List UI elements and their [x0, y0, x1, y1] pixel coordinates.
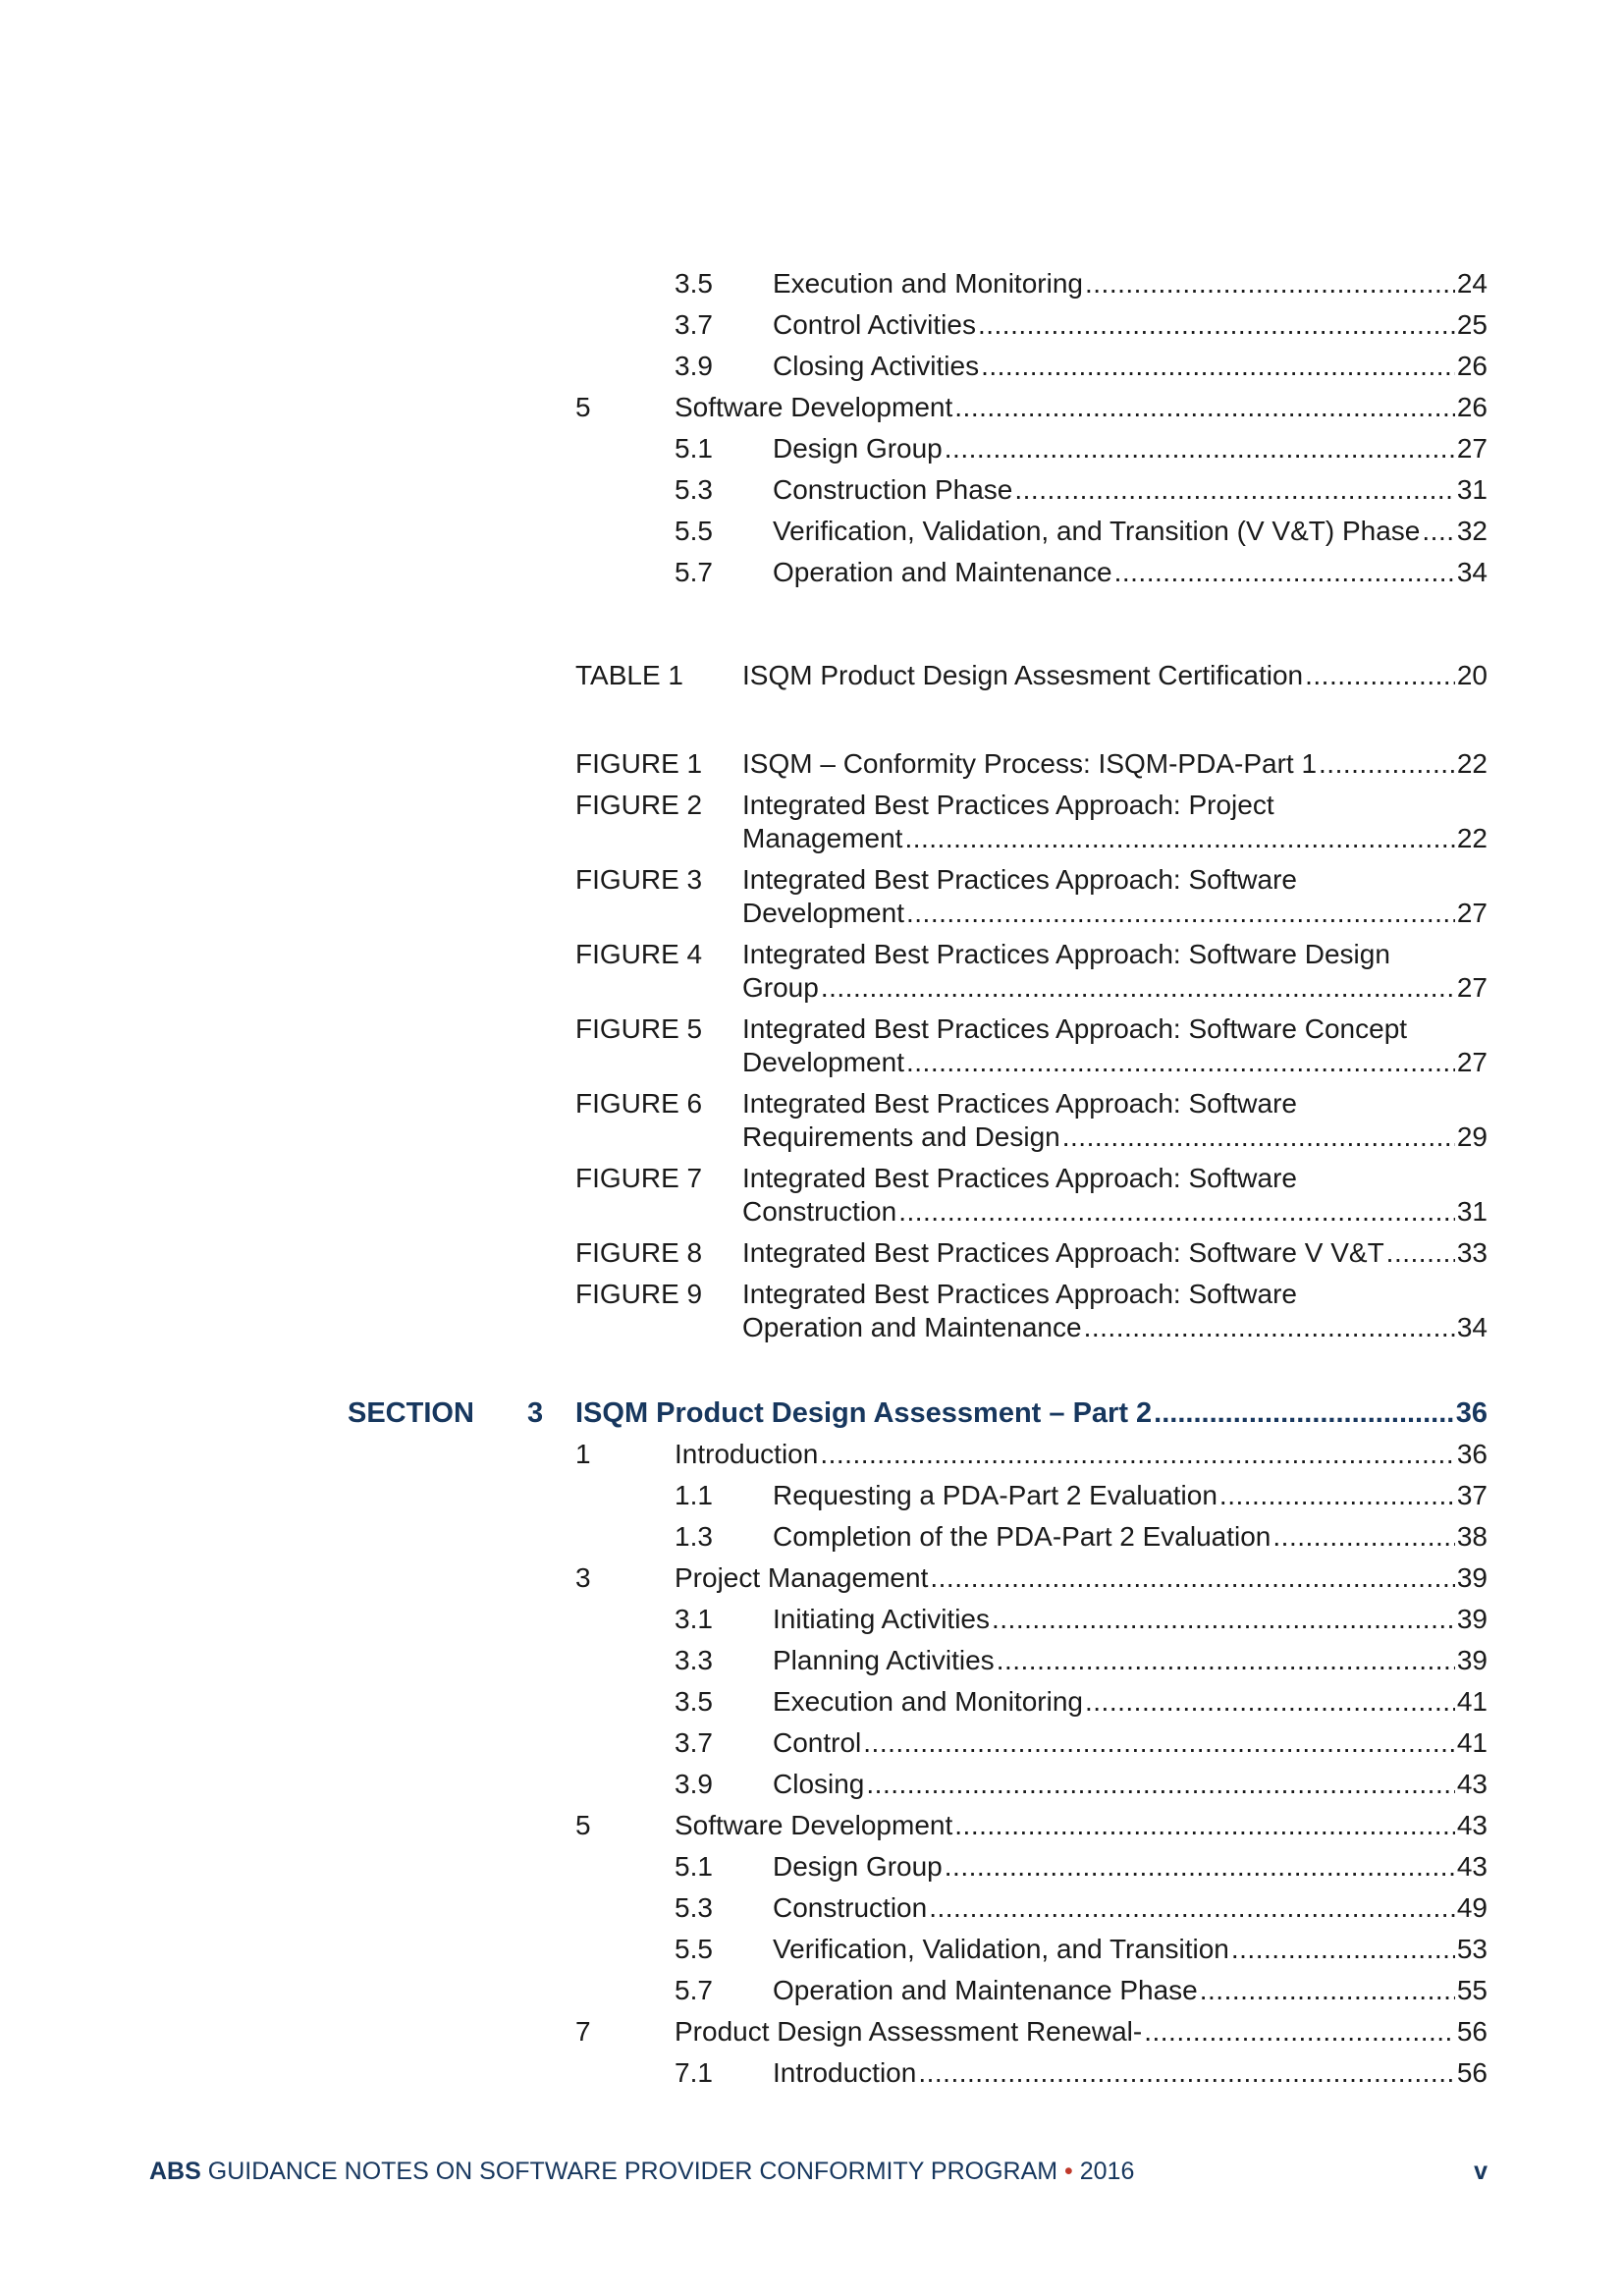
- dot-leader: [898, 1195, 1455, 1229]
- toc-entry-title: Execution and Monitoring: [773, 268, 1083, 299]
- dot-leader: [1305, 659, 1455, 692]
- footer-bullet: •: [1064, 2158, 1073, 2185]
- toc-entry-page: 20: [1456, 660, 1488, 690]
- dot-leader: [929, 1891, 1455, 1925]
- page-footer: [149, 2157, 1488, 2186]
- section-label: SECTION: [348, 1397, 474, 1429]
- toc-entry-title: Control: [773, 1727, 862, 1758]
- toc-entry-title: Operation and Maintenance: [773, 557, 1112, 587]
- dot-leader: [981, 350, 1455, 383]
- section-page: 36: [1455, 1397, 1488, 1429]
- toc-entry-number: FIGURE 2: [575, 790, 703, 820]
- dot-leader: [945, 432, 1455, 465]
- dot-leader: [1154, 1395, 1454, 1431]
- footer-brand: ABS: [149, 2158, 201, 2185]
- toc-entry-page: 32: [1456, 516, 1488, 546]
- dot-leader: [1200, 1974, 1455, 2007]
- toc-entry-title: Control Activities: [773, 309, 976, 340]
- toc-entry-number: FIGURE 9: [575, 1279, 703, 1309]
- toc-entry-page: 41: [1456, 1727, 1488, 1758]
- dot-leader: [945, 1850, 1455, 1884]
- footer-title: GUIDANCE NOTES ON SOFTWARE PROVIDER CONFORMITY PROGRAM: [200, 2158, 1065, 2185]
- toc-entry-page: 49: [1456, 1892, 1488, 1923]
- toc-entry-title: Project Management: [675, 1562, 929, 1593]
- dot-leader: [1144, 2015, 1455, 2049]
- toc-entry-page: 33: [1456, 1237, 1488, 1268]
- toc-entry-page: 56: [1456, 2057, 1488, 2088]
- toc-entry-page: 39: [1456, 1562, 1488, 1593]
- dot-leader: [1319, 747, 1455, 781]
- toc-entry-page: 25: [1456, 309, 1488, 340]
- toc-entry-title-line1: Integrated Best Practices Approach: Software Design: [742, 939, 1390, 969]
- toc-entry-number: FIGURE 4: [575, 939, 703, 969]
- toc-entry-page: 36: [1456, 1439, 1488, 1469]
- toc-entry-title: Planning Activities: [773, 1645, 995, 1675]
- toc-entry-title: Design Group: [773, 433, 943, 464]
- footer-year: 2016: [1072, 2158, 1135, 2185]
- toc-entry-page: 41: [1456, 1686, 1488, 1717]
- toc-entry-number: 5.3: [675, 1892, 713, 1923]
- toc-entry-number: 1: [575, 1439, 591, 1469]
- toc-entry-number: 5.1: [675, 433, 713, 464]
- toc-entry-title: Software Development: [675, 392, 953, 422]
- toc-entry-number: 3.7: [675, 1727, 713, 1758]
- dot-leader: [820, 1438, 1455, 1471]
- dot-leader: [1219, 1479, 1455, 1512]
- dot-leader: [1084, 1311, 1455, 1344]
- toc-entry-page: 27: [1456, 1047, 1488, 1077]
- toc-entry-page: 26: [1456, 351, 1488, 381]
- dot-leader: [997, 1644, 1455, 1677]
- toc-entry-page: 43: [1456, 1810, 1488, 1840]
- dot-leader: [918, 2056, 1455, 2090]
- dot-leader: [1422, 515, 1454, 548]
- toc-entry-title: Development: [742, 1047, 904, 1077]
- toc-entry-title: Requesting a PDA-Part 2 Evaluation: [773, 1480, 1217, 1510]
- toc-entry-number: TABLE 1: [575, 660, 683, 690]
- toc-entry-page: 56: [1456, 2016, 1488, 2047]
- toc-entry-page: 55: [1456, 1975, 1488, 2005]
- toc-entry-number: 5.3: [675, 474, 713, 505]
- dot-leader: [1014, 473, 1454, 507]
- toc-entry-page: 38: [1456, 1521, 1488, 1552]
- toc-entry-title: ISQM – Conformity Process: ISQM-PDA-Part 1: [742, 748, 1318, 779]
- toc-entry-page: 34: [1456, 557, 1488, 587]
- toc-entry-page: 22: [1456, 823, 1488, 853]
- toc-entry-title: Verification, Validation, and Transition: [773, 1934, 1229, 1964]
- toc-entry-page: 24: [1456, 268, 1488, 299]
- toc-entry-title: Completion of the PDA-Part 2 Evaluation: [773, 1521, 1271, 1552]
- dot-leader: [1114, 556, 1455, 589]
- toc-entry-title: Product Design Assessment Renewal-: [675, 2016, 1143, 2047]
- toc-entry-title-line1: Integrated Best Practices Approach: Software Concept: [742, 1013, 1408, 1044]
- toc-entry-number: FIGURE 7: [575, 1163, 703, 1193]
- toc-entry-title: ISQM Product Design Assesment Certification: [742, 660, 1304, 690]
- dot-leader: [863, 1726, 1455, 1760]
- toc-entry-number: 5.5: [675, 1934, 713, 1964]
- dot-leader: [821, 971, 1455, 1005]
- toc-entry-title-line1: Integrated Best Practices Approach: Software: [742, 864, 1297, 895]
- toc-entry-title: Introduction: [773, 2057, 917, 2088]
- dot-leader: [1272, 1520, 1454, 1554]
- toc-entry-title: Initiating Activities: [773, 1604, 990, 1634]
- toc-entry-number: 3.1: [675, 1604, 713, 1634]
- toc-entry-title: Construction Phase: [773, 474, 1013, 505]
- toc-entry-number: 3.9: [675, 351, 713, 381]
- dot-leader: [906, 1046, 1455, 1079]
- toc-entry-title: Closing: [773, 1769, 865, 1799]
- toc-entry-number: 5: [575, 1810, 591, 1840]
- toc-entry-number: 7: [575, 2016, 591, 2047]
- dot-leader: [1085, 267, 1455, 301]
- dot-leader: [954, 391, 1455, 424]
- toc-entry-title-line1: Integrated Best Practices Approach: Software: [742, 1163, 1297, 1193]
- toc-entry-number: 5.5: [675, 516, 713, 546]
- toc-entry-page: 39: [1456, 1604, 1488, 1634]
- toc-entry-title: Operation and Maintenance Phase: [773, 1975, 1198, 2005]
- toc-entry-title: Construction: [742, 1196, 897, 1227]
- page-number: v: [1474, 2158, 1488, 2185]
- toc-entry-number: 5: [575, 392, 591, 422]
- dot-leader: [1062, 1121, 1455, 1154]
- toc-entry-title-line1: Integrated Best Practices Approach: Project: [742, 790, 1274, 820]
- toc-entry-title: Group: [742, 972, 819, 1003]
- dot-leader: [866, 1768, 1454, 1801]
- toc-entry-page: 27: [1456, 898, 1488, 928]
- toc-entry-page: 26: [1456, 392, 1488, 422]
- toc-entry-number: 5.1: [675, 1851, 713, 1882]
- dot-leader: [1085, 1685, 1455, 1719]
- toc-entry-number: 7.1: [675, 2057, 713, 2088]
- toc-entry-page: 27: [1456, 433, 1488, 464]
- toc-entry-title: Introduction: [675, 1439, 819, 1469]
- toc-entry-title: Design Group: [773, 1851, 943, 1882]
- dot-leader: [978, 308, 1455, 342]
- toc-entry-number: FIGURE 3: [575, 864, 703, 895]
- toc-entry-title: Management: [742, 823, 903, 853]
- toc-entry-number: 3.7: [675, 309, 713, 340]
- dot-leader: [954, 1809, 1455, 1842]
- dot-leader: [904, 822, 1454, 855]
- toc-entry-page: 27: [1456, 972, 1488, 1003]
- toc-entry-number: 3.9: [675, 1769, 713, 1799]
- toc-entry-number: FIGURE 1: [575, 748, 703, 779]
- toc-entry-number: 3.3: [675, 1645, 713, 1675]
- toc-entry-number: 3.5: [675, 1686, 713, 1717]
- toc-entry-title: Construction: [773, 1892, 928, 1923]
- toc-entry-title: Operation and Maintenance: [742, 1312, 1082, 1342]
- toc-entry-page: 34: [1456, 1312, 1488, 1342]
- toc-entry-page: 53: [1456, 1934, 1488, 1964]
- toc-entry-page: 31: [1456, 474, 1488, 505]
- section-title: ISQM Product Design Assessment – Part 2: [575, 1397, 1153, 1429]
- toc-entry-number: 3.5: [675, 268, 713, 299]
- toc-entry-number: 1.1: [675, 1480, 713, 1510]
- toc-entry-title: Closing Activities: [773, 351, 980, 381]
- toc-entry-number: 5.7: [675, 557, 713, 587]
- dot-leader: [992, 1603, 1455, 1636]
- toc-entry-title: Software Development: [675, 1810, 953, 1840]
- toc-entry-number: 3: [575, 1562, 591, 1593]
- toc-entry-page: 31: [1456, 1196, 1488, 1227]
- toc-entry-page: 39: [1456, 1645, 1488, 1675]
- toc-entry-title: Integrated Best Practices Approach: Software V V&T: [742, 1237, 1384, 1268]
- toc-entry-title: Development: [742, 898, 904, 928]
- toc-entry-page: 29: [1456, 1121, 1488, 1152]
- dot-leader: [1386, 1236, 1455, 1270]
- toc-entry-number: FIGURE 8: [575, 1237, 703, 1268]
- toc-entry-page: 43: [1456, 1769, 1488, 1799]
- toc-entry-title-line1: Integrated Best Practices Approach: Software: [742, 1279, 1297, 1309]
- toc-entry-page: 37: [1456, 1480, 1488, 1510]
- toc-entry-number: 1.3: [675, 1521, 713, 1552]
- toc-entry-page: 43: [1456, 1851, 1488, 1882]
- toc-entry-title: Verification, Validation, and Transition (V V&T) Phase: [773, 516, 1421, 546]
- dot-leader: [1231, 1933, 1455, 1966]
- toc-entry-number: 5.7: [675, 1975, 713, 2005]
- toc-entry-page: 22: [1456, 748, 1488, 779]
- section-number: 3: [527, 1397, 544, 1429]
- toc-entry-title-line1: Integrated Best Practices Approach: Software: [742, 1088, 1297, 1119]
- toc-entry-number: FIGURE 5: [575, 1013, 703, 1044]
- toc-entry-number: FIGURE 6: [575, 1088, 703, 1119]
- dot-leader: [930, 1561, 1454, 1595]
- dot-leader: [906, 897, 1455, 930]
- toc-entry-title: Execution and Monitoring: [773, 1686, 1083, 1717]
- toc-entry-title: Requirements and Design: [742, 1121, 1060, 1152]
